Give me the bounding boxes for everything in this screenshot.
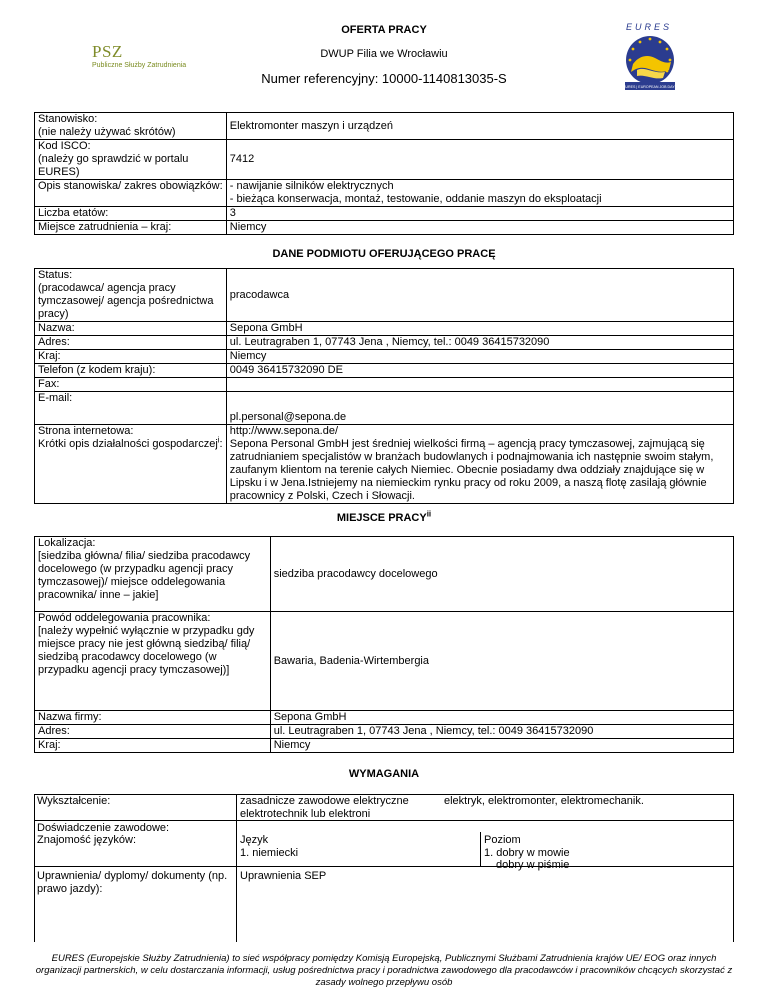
workplace-address-label: Adres:	[35, 725, 271, 739]
reason-value: Bawaria, Badenia-Wirtembergia	[270, 612, 733, 711]
duties-label: Opis stanowiska/ zakres obowiązków:	[35, 180, 227, 207]
employer-email-value: pl.personal@sepona.de	[226, 392, 733, 425]
employer-email-label: E-mail:	[35, 392, 227, 425]
employer-address-value: ul. Leutragraben 1, 07743 Jena , Niemcy, tel.: 0049 36415732090	[226, 336, 733, 350]
education-value-1: zasadnicze zawodowe elektryczne	[240, 795, 409, 807]
languages-label: Znajomość języków:	[37, 834, 137, 846]
education-label: Wykształcenie:	[37, 795, 111, 807]
footer-note: EURES (Europejskie Służby Zatrudnienia) to sieć współpracy pomiędzy Komisją Europejską, Publicznymi Służbami Zatrudnienia krajów UE/ EOG oraz innych organizacji partnerskich, w celu dostarczania informacji, usług pośrednictwa pracy i poradnictwa zawodowego dla pracodawców i pracowników chcących skorzystać z zasady wolnego przepływu osób	[35, 953, 733, 988]
permits-value: Uprawnienia SEP	[240, 870, 327, 882]
employer-fax-label: Fax:	[35, 378, 227, 392]
permits-label: Uprawnienia/ dyplomy/ dokumenty (np. prawo jazdy):	[37, 870, 228, 895]
country-label: Miejsce zatrudnienia – kraj:	[35, 221, 227, 235]
eures-logo	[615, 20, 683, 94]
status-label: Status: (pracodawca/ agencja pracy tymczasowej/ agencja pośrednictwa pracy)	[35, 269, 227, 322]
psz-logo-subtitle: Publiczne Służby Zatrudnienia	[92, 62, 187, 69]
language-item: 1. niemiecki	[240, 847, 299, 859]
company-label: Nazwa firmy:	[35, 711, 271, 725]
count-label: Liczba etatów:	[35, 207, 227, 221]
company-value: Sepona GmbH	[270, 711, 733, 725]
employer-phone-value: 0049 36415732090 DE	[226, 364, 733, 378]
employer-desc-footnote: i	[217, 435, 220, 445]
employer-desc-value: Sepona Personal GmbH jest średniej wielkości firmą – agencją pracy tymczasowej, zajmującą się zatrudnianiem specjalistów w branżach budowlanych i podnajmowania ich następnie swoim stałym, zaufanym klientom na terenie całych Niemiec. Obecnie posiadamy dwa oddziały znajdujące się w Lipsku i w Jena.Istniejemy na niemieckim rynku pracy od roku 2009, a naszą flotę zasilają głównie pracownicy z Polski, Czech i Słowacji.	[226, 438, 733, 504]
requirements-block	[34, 794, 734, 942]
position-value: Elektromonter maszyn i urządzeń	[226, 113, 733, 140]
workplace-title-footnote: ii	[426, 509, 432, 519]
psz-logo-text: PSZ	[92, 42, 123, 61]
employer-section-title: DANE PODMIOTU OFERUJĄCEGO PRACĘ	[272, 248, 496, 260]
isco-value: 7412	[226, 140, 733, 180]
language-header: Język	[240, 834, 269, 846]
education-value-3: elektryk, elektromonter, elektromechanik.	[444, 795, 644, 807]
isco-label: Kod ISCO: (należy go sprawdzić w portalu EURES)	[35, 140, 227, 180]
eures-logo-caption: EURES | EUROPEAN JOB DAYS	[623, 85, 677, 89]
workplace-country-label: Kraj:	[35, 739, 271, 753]
workplace-title-text: MIEJSCE PRACY	[336, 512, 427, 524]
employer-fax-value	[226, 378, 733, 392]
eures-logo-text: EURES	[625, 22, 673, 32]
requirements-section-title: WYMAGANIA	[348, 768, 420, 780]
employer-country-value: Niemcy	[226, 350, 733, 364]
employer-website-value: http://www.sepona.de/	[226, 425, 733, 439]
reason-label: Powód oddelegowania pracownika: [należy wypełnić wyłącznie w przypadku gdy miejsce pracy nie jest główną siedzibą/ filią/ siedzibą pracodawcy docelowego (w przypadku agencji pracy tymczasowej)]	[35, 612, 271, 711]
position-label: Stanowisko: (nie należy używać skrótów)	[35, 113, 227, 140]
level-speech: 1. dobry w mowie	[484, 847, 570, 859]
employer-country-label: Kraj:	[35, 350, 227, 364]
employer-desc-label-text: Krótki opis działalności gospodarczej	[38, 438, 218, 450]
employer-desc-label-end: :	[219, 438, 223, 450]
office-name: DWUP Filia we Wrocławiu	[320, 48, 448, 60]
level-writing: dobry w piśmie	[496, 859, 570, 871]
status-value: pracodawca	[226, 269, 733, 322]
reference-number: Numer referencyjny: 10000-1140813035-S	[261, 71, 507, 86]
workplace-country-value: Niemcy	[270, 739, 733, 753]
experience-label: Doświadczenie zawodowe:	[37, 822, 170, 834]
employer-website-label: Strona internetowa:	[35, 425, 227, 439]
location-label: Lokalizacja: [siedziba główna/ filia/ siedziba pracodawcy docelowego (w przypadku agencji pracy tymczasowej)/ miejsce oddelegowania pracownika/ inne – jakie]	[35, 537, 271, 612]
employer-name-value: Sepona GmbH	[226, 322, 733, 336]
workplace-address-value: ul. Leutragraben 1, 07743 Jena , Niemcy, tel.: 0049 36415732090	[270, 725, 733, 739]
job-table	[34, 112, 734, 235]
document-title: OFERTA PRACY	[341, 24, 427, 36]
employer-table	[34, 268, 734, 504]
duties-value: - nawijanie silników elektrycznych - bieżąca konserwacja, montaż, testowanie, oddanie maszyn do eksploatacji	[226, 180, 733, 207]
employer-address-label: Adres:	[35, 336, 227, 350]
workplace-section-title	[0, 509, 768, 525]
education-value-2: elektrotechnik lub elektroni	[240, 808, 371, 820]
count-value: 3	[226, 207, 733, 221]
employer-name-label: Nazwa:	[35, 322, 227, 336]
employer-desc-label	[35, 435, 227, 504]
location-value: siedziba pracodawcy docelowego	[270, 537, 733, 612]
level-header: Poziom	[484, 834, 521, 846]
country-value: Niemcy	[226, 221, 733, 235]
workplace-table	[34, 536, 734, 753]
employer-phone-label: Telefon (z kodem kraju):	[35, 364, 227, 378]
psz-logo	[92, 43, 186, 70]
